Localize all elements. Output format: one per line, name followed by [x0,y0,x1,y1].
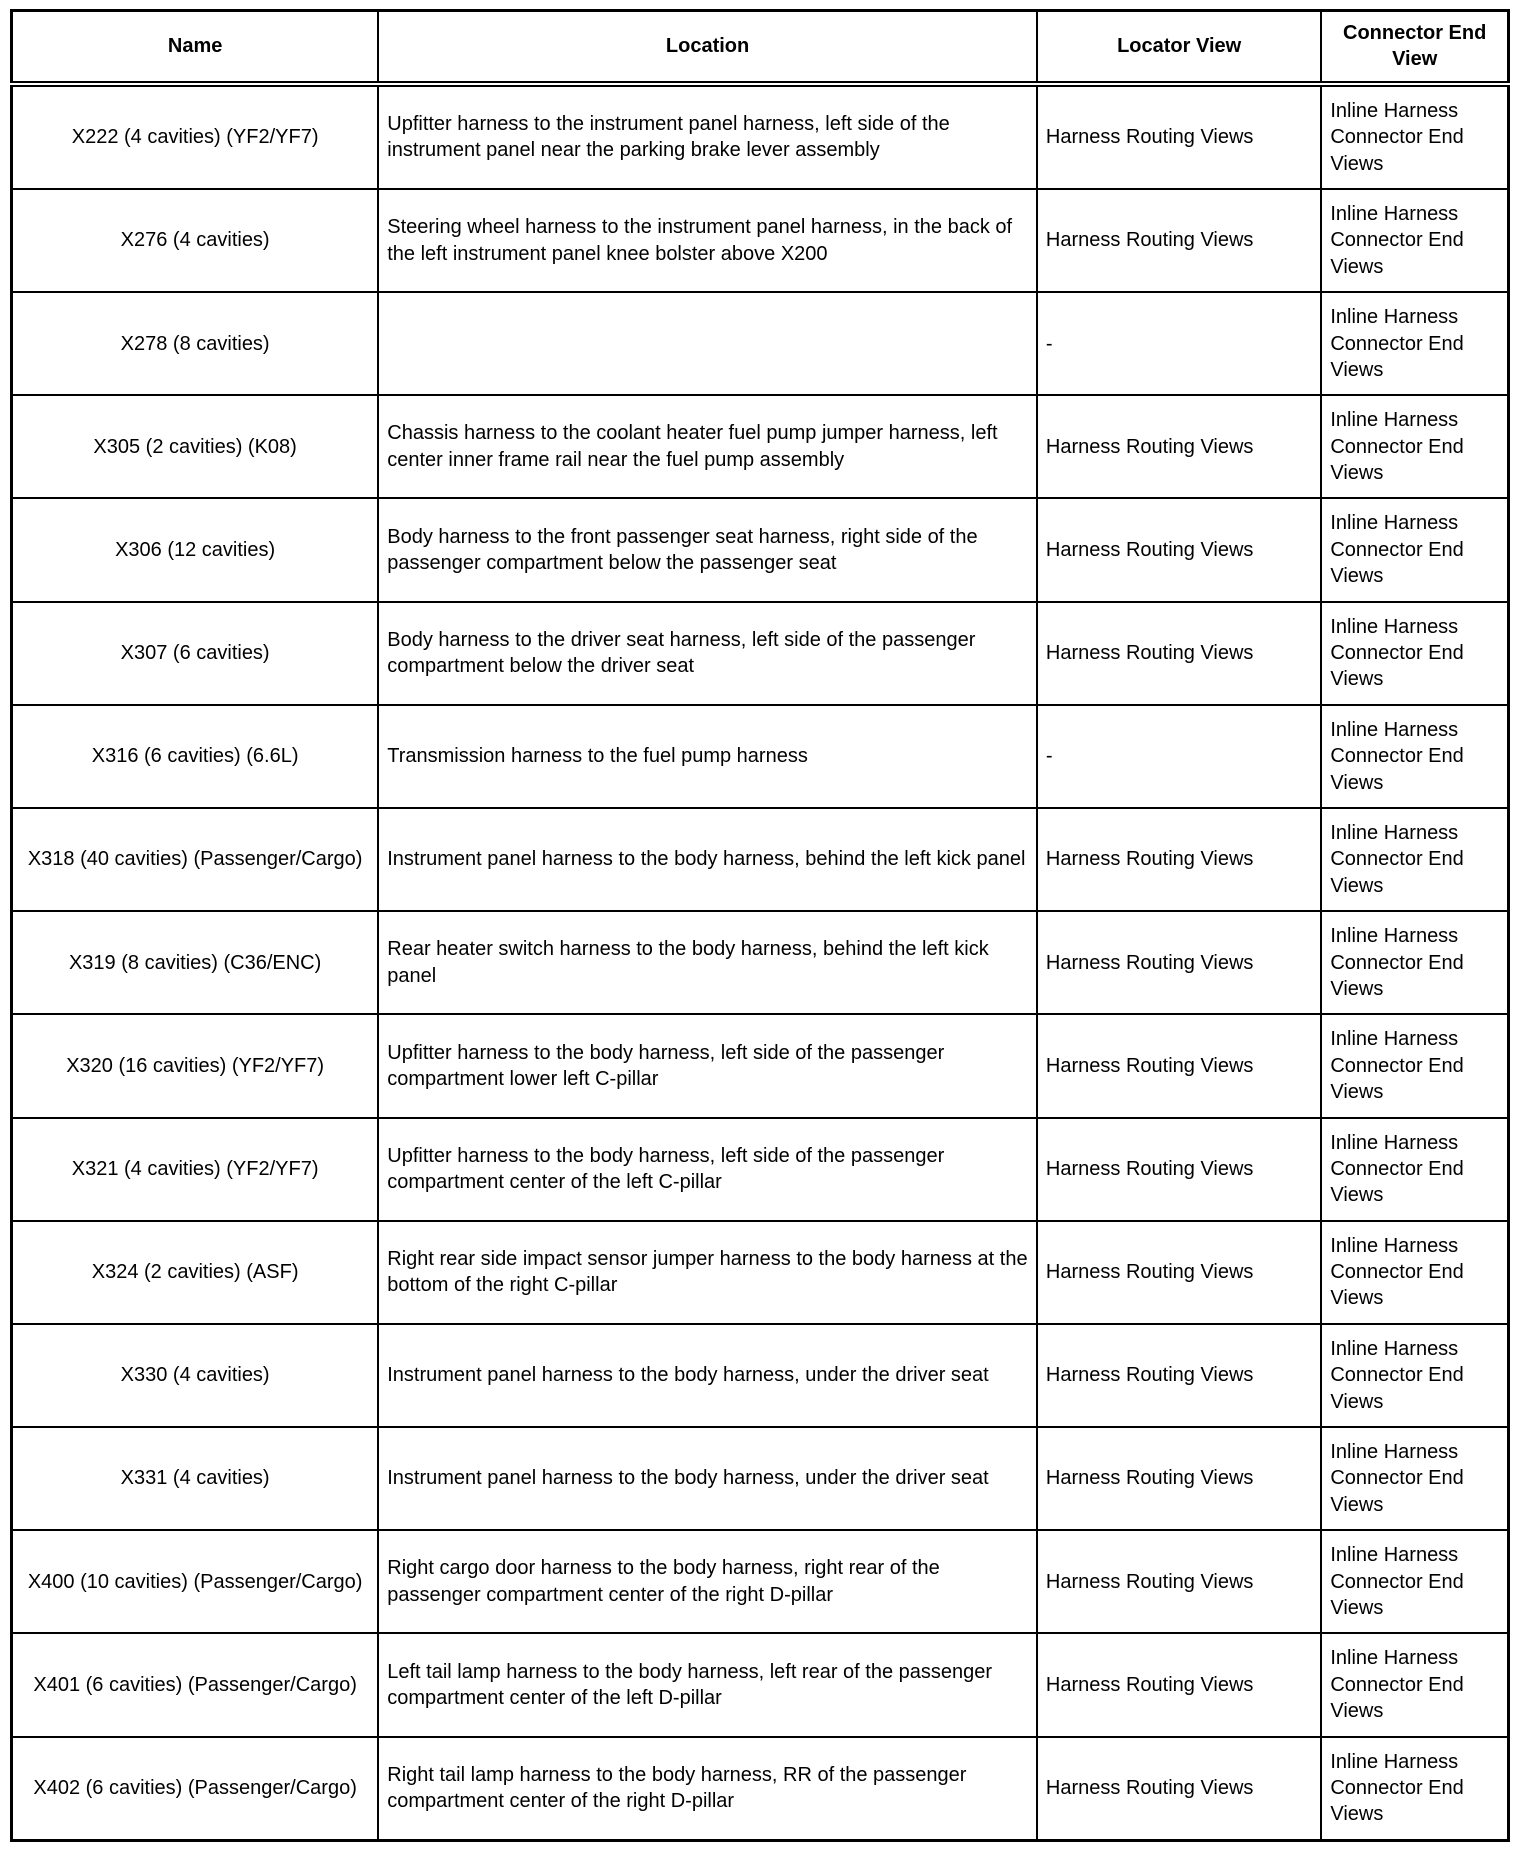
locator-view-cell: Harness Routing Views [1037,808,1321,911]
table-row [12,1324,1509,1427]
locator-view-cell: Harness Routing Views [1037,1530,1321,1633]
table-row [12,1221,1509,1324]
table-row [12,808,1509,911]
table-row [12,395,1509,498]
connector-name-cell: X276 (4 cavities) [12,189,379,292]
connector-end-view-cell: Inline Harness Connector End Views [1321,1737,1508,1841]
locator-view-cell: Harness Routing Views [1037,84,1321,189]
connector-name-cell: X402 (6 cavities) (Passenger/Cargo) [12,1737,379,1841]
connector-location-cell: Body harness to the front passenger seat harness, right side of the passenger compartment below the passenger seat [378,498,1037,601]
connector-end-view-cell: Inline Harness Connector End Views [1321,1221,1508,1324]
connector-end-view-cell: Inline Harness Connector End Views [1321,602,1508,705]
locator-view-cell: Harness Routing Views [1037,1118,1321,1221]
table-row [12,602,1509,705]
connector-end-view-cell: Inline Harness Connector End Views [1321,1014,1508,1117]
locator-view-cell: Harness Routing Views [1037,1221,1321,1324]
connector-name-cell: X319 (8 cavities) (C36/ENC) [12,911,379,1014]
locator-view-cell: Harness Routing Views [1037,395,1321,498]
table-row [12,705,1509,808]
connector-end-view-cell: Inline Harness Connector End Views [1321,1530,1508,1633]
connector-end-view-cell: Inline Harness Connector End Views [1321,1633,1508,1736]
connector-location-cell [378,292,1037,395]
connector-location-cell: Transmission harness to the fuel pump harness [378,705,1037,808]
header-row [12,11,1509,84]
locator-view-cell: Harness Routing Views [1037,498,1321,601]
locator-view-cell: Harness Routing Views [1037,1324,1321,1427]
connector-name-cell: X331 (4 cavities) [12,1427,379,1530]
connector-name-cell: X307 (6 cavities) [12,602,379,705]
connector-end-view-cell: Inline Harness Connector End Views [1321,498,1508,601]
table-row [12,84,1509,189]
locator-view-cell: Harness Routing Views [1037,911,1321,1014]
connector-location-cell: Upfitter harness to the instrument panel harness, left side of the instrument panel near the parking brake lever assembly [378,84,1037,189]
locator-view-cell: Harness Routing Views [1037,1014,1321,1117]
connector-end-view-cell: Inline Harness Connector End Views [1321,1118,1508,1221]
connector-location-cell: Chassis harness to the coolant heater fuel pump jumper harness, left center inner frame rail near the fuel pump assembly [378,395,1037,498]
connector-location-cell: Body harness to the driver seat harness, left side of the passenger compartment below the driver seat [378,602,1037,705]
connector-name-cell: X320 (16 cavities) (YF2/YF7) [12,1014,379,1117]
connector-location-cell: Instrument panel harness to the body harness, behind the left kick panel [378,808,1037,911]
table-row [12,1014,1509,1117]
column-header-name: Name [12,11,379,84]
connector-location-cell: Right tail lamp harness to the body harness, RR of the passenger compartment center of the right D-pillar [378,1737,1037,1841]
table-row [12,292,1509,395]
table-row [12,1427,1509,1530]
connector-location-table [10,9,1510,1842]
connector-name-cell: X306 (12 cavities) [12,498,379,601]
connector-location-cell: Upfitter harness to the body harness, left side of the passenger compartment lower left C-pillar [378,1014,1037,1117]
table-row [12,1118,1509,1221]
connector-location-cell: Steering wheel harness to the instrument panel harness, in the back of the left instrument panel knee bolster above X200 [378,189,1037,292]
locator-view-cell: Harness Routing Views [1037,1427,1321,1530]
connector-location-cell: Instrument panel harness to the body harness, under the driver seat [378,1427,1037,1530]
connector-location-cell: Rear heater switch harness to the body harness, behind the left kick panel [378,911,1037,1014]
table-row [12,1737,1509,1841]
connector-location-cell: Instrument panel harness to the body harness, under the driver seat [378,1324,1037,1427]
connector-name-cell: X305 (2 cavities) (K08) [12,395,379,498]
connector-name-cell: X321 (4 cavities) (YF2/YF7) [12,1118,379,1221]
table-row [12,1530,1509,1633]
connector-end-view-cell: Inline Harness Connector End Views [1321,705,1508,808]
connector-location-cell: Right rear side impact sensor jumper harness to the body harness at the bottom of the right C-pillar [378,1221,1037,1324]
connector-name-cell: X400 (10 cavities) (Passenger/Cargo) [12,1530,379,1633]
connector-end-view-cell: Inline Harness Connector End Views [1321,911,1508,1014]
connector-name-cell: X324 (2 cavities) (ASF) [12,1221,379,1324]
connector-end-view-cell: Inline Harness Connector End Views [1321,808,1508,911]
column-header-connector-end-view: Connector End View [1321,11,1508,84]
connector-location-cell: Right cargo door harness to the body harness, right rear of the passenger compartment center of the right D-pillar [378,1530,1037,1633]
connector-name-cell: X222 (4 cavities) (YF2/YF7) [12,84,379,189]
connector-end-view-cell: Inline Harness Connector End Views [1321,1427,1508,1530]
table-row [12,911,1509,1014]
locator-view-cell: Harness Routing Views [1037,1737,1321,1841]
table-row [12,498,1509,601]
table-row [12,189,1509,292]
table-body [12,84,1509,1840]
connector-end-view-cell: Inline Harness Connector End Views [1321,395,1508,498]
column-header-locator-view: Locator View [1037,11,1321,84]
table-header [12,11,1509,84]
connector-end-view-cell: Inline Harness Connector End Views [1321,84,1508,189]
locator-view-cell: Harness Routing Views [1037,1633,1321,1736]
locator-view-cell: - [1037,705,1321,808]
connector-name-cell: X316 (6 cavities) (6.6L) [12,705,379,808]
connector-name-cell: X330 (4 cavities) [12,1324,379,1427]
connector-name-cell: X278 (8 cavities) [12,292,379,395]
connector-end-view-cell: Inline Harness Connector End Views [1321,189,1508,292]
table-row [12,1633,1509,1736]
connector-location-cell: Upfitter harness to the body harness, left side of the passenger compartment center of the left C-pillar [378,1118,1037,1221]
locator-view-cell: Harness Routing Views [1037,602,1321,705]
locator-view-cell: Harness Routing Views [1037,189,1321,292]
column-header-location: Location [378,11,1037,84]
connector-end-view-cell: Inline Harness Connector End Views [1321,1324,1508,1427]
connector-location-cell: Left tail lamp harness to the body harness, left rear of the passenger compartment center of the left D-pillar [378,1633,1037,1736]
locator-view-cell: - [1037,292,1321,395]
connector-name-cell: X318 (40 cavities) (Passenger/Cargo) [12,808,379,911]
connector-end-view-cell: Inline Harness Connector End Views [1321,292,1508,395]
connector-name-cell: X401 (6 cavities) (Passenger/Cargo) [12,1633,379,1736]
